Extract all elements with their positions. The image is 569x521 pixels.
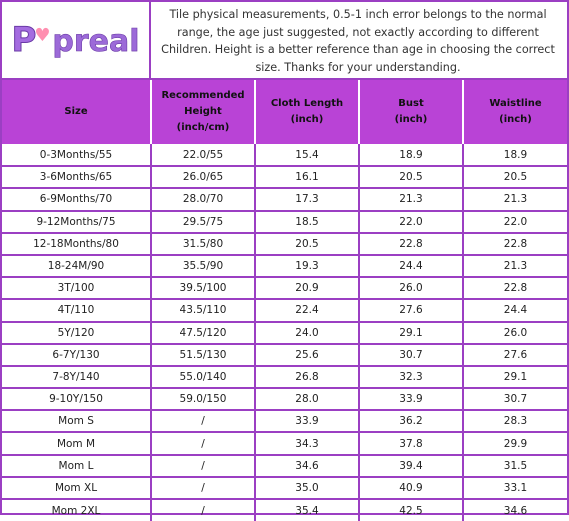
bust-cell: 22.0 [359, 211, 463, 233]
cloth-length-cell: 15.4 [255, 144, 359, 166]
size-cell: 18-24M/90 [2, 255, 151, 277]
waistline-cell: 27.6 [463, 344, 567, 366]
size-cell: 6-9Months/70 [2, 188, 151, 210]
waistline-cell: 26.0 [463, 322, 567, 344]
table-row [2, 255, 567, 277]
size-cell: Mom M [2, 432, 151, 454]
bust-cell: 30.7 [359, 344, 463, 366]
height-cell: / [151, 432, 255, 454]
brand-logo: P ♥ preal [11, 20, 140, 60]
size-cell: 3-6Months/65 [2, 166, 151, 188]
table-row [2, 144, 567, 166]
size-cell: 3T/100 [2, 277, 151, 299]
waistline-cell: 31.5 [463, 455, 567, 477]
waistline-cell: 22.8 [463, 233, 567, 255]
cloth-length-cell: 33.9 [255, 410, 359, 432]
height-cell: 47.5/120 [151, 322, 255, 344]
waistline-cell: 22.0 [463, 211, 567, 233]
height-cell: 26.0/65 [151, 166, 255, 188]
cloth-length-cell: 34.6 [255, 455, 359, 477]
height-cell: 31.5/80 [151, 233, 255, 255]
height-cell: 59.0/150 [151, 388, 255, 410]
cloth-length-cell: 35.4 [255, 499, 359, 521]
bust-cell: 29.1 [359, 322, 463, 344]
cloth-length-cell: 35.0 [255, 477, 359, 499]
size-table [2, 80, 567, 521]
height-cell: 35.5/90 [151, 255, 255, 277]
height-cell: / [151, 410, 255, 432]
cloth-length-cell: 20.5 [255, 233, 359, 255]
height-cell: 28.0/70 [151, 188, 255, 210]
height-cell: 29.5/75 [151, 211, 255, 233]
table-header-row [2, 80, 567, 144]
cloth-length-cell: 24.0 [255, 322, 359, 344]
waistline-cell: 28.3 [463, 410, 567, 432]
waistline-cell: 34.6 [503, 504, 528, 517]
size-cell: 9-12Months/75 [2, 211, 151, 233]
table-row [2, 233, 567, 255]
size-cell: 4T/110 [2, 299, 151, 321]
waistline-cell: 21.3 [463, 255, 567, 277]
logo-cell [2, 2, 151, 78]
cloth-length-cell: 18.5 [255, 211, 359, 233]
table-row [2, 211, 567, 233]
bust-cell: 33.9 [359, 388, 463, 410]
bust-cell: 42.5 [359, 499, 463, 521]
size-cell: 9-10Y/150 [2, 388, 151, 410]
height-cell: / [151, 499, 255, 521]
height-cell: 51.5/130 [151, 344, 255, 366]
bust-header: Bust (inch) [359, 80, 463, 144]
table-row [2, 499, 567, 521]
bust-cell: 21.3 [359, 188, 463, 210]
heart-icon: ♥ [34, 25, 51, 46]
size-cell: 0-3Months/55 [2, 144, 151, 166]
bust-cell: 27.6 [359, 299, 463, 321]
bust-cell: 36.2 [359, 410, 463, 432]
bust-cell: 24.4 [359, 255, 463, 277]
cloth-length-cell: 28.0 [255, 388, 359, 410]
table-row [2, 166, 567, 188]
table-row [2, 277, 567, 299]
table-row [2, 344, 567, 366]
height-cell: / [151, 477, 255, 499]
table-row [2, 410, 567, 432]
size-cell: 5Y/120 [2, 322, 151, 344]
waistline-cell: 33.1 [463, 477, 567, 499]
chart-header-row [2, 2, 567, 80]
height-cell: 55.0/140 [151, 366, 255, 388]
table-row [2, 188, 567, 210]
table-row [2, 299, 567, 321]
bust-cell: 32.3 [359, 366, 463, 388]
bust-cell: 18.9 [359, 144, 463, 166]
waistline-cell: 21.3 [463, 188, 567, 210]
table-row [2, 366, 567, 388]
waistline-cell: 30.7 [463, 388, 567, 410]
height-cell: 22.0/55 [151, 144, 255, 166]
cloth-length-header: Cloth Length (inch) [255, 80, 359, 144]
cloth-length-cell: 19.3 [255, 255, 359, 277]
table-row [2, 477, 567, 499]
table-row [2, 455, 567, 477]
cloth-length-cell: 22.4 [255, 299, 359, 321]
waistline-cell: 22.8 [463, 277, 567, 299]
bust-cell: 20.5 [359, 166, 463, 188]
waistline-cell: 18.9 [463, 144, 567, 166]
cloth-length-cell: 20.9 [255, 277, 359, 299]
waistline-header: Waistline (inch) [463, 80, 567, 144]
cloth-length-cell: 16.1 [255, 166, 359, 188]
size-cell: Mom L [2, 455, 151, 477]
table-row [2, 388, 567, 410]
cloth-length-cell: 25.6 [255, 344, 359, 366]
waistline-cell: 29.1 [463, 366, 567, 388]
waistline-cell: 20.5 [463, 166, 567, 188]
bust-cell: 22.8 [359, 233, 463, 255]
table-row [2, 322, 567, 344]
waistline-cell: 29.9 [463, 432, 567, 454]
size-cell: 6-7Y/130 [2, 344, 151, 366]
cloth-length-cell: 26.8 [255, 366, 359, 388]
size-cell: Mom XL [2, 477, 151, 499]
size-cell: 7-8Y/140 [2, 366, 151, 388]
bust-cell: 26.0 [359, 277, 463, 299]
bust-cell: 37.8 [359, 432, 463, 454]
measurement-note: Tile physical measurements, 0.5-1 inch error belongs to the normal range, the age just suggested, not exactly according to different Children. Height is a better reference than age in choosing the correct size. Thanks for your understanding. [161, 8, 555, 74]
height-cell: 39.5/100 [151, 277, 255, 299]
cloth-length-cell: 17.3 [255, 188, 359, 210]
size-cell: Mom 2XL [2, 499, 151, 521]
bust-cell: 40.9 [359, 477, 463, 499]
size-cell: Mom S [2, 410, 151, 432]
height-cell: 43.5/110 [151, 299, 255, 321]
table-row [2, 432, 567, 454]
height-cell: / [151, 455, 255, 477]
waistline-cell: 24.4 [463, 299, 567, 321]
size-cell: 12-18Months/80 [2, 233, 151, 255]
size-header: Size [2, 80, 151, 144]
bust-cell: 39.4 [359, 455, 463, 477]
cloth-length-cell: 34.3 [255, 432, 359, 454]
height-header: Recommended Height (inch/cm) [151, 80, 255, 144]
